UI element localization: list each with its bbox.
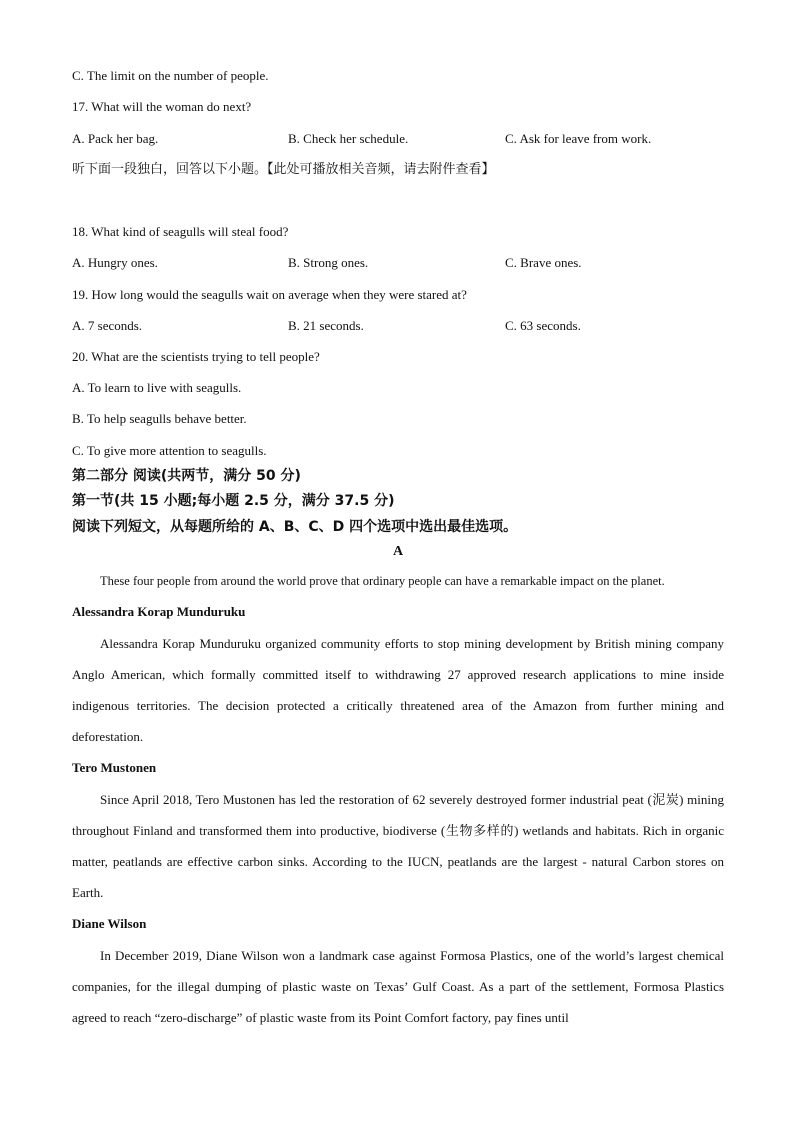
option-c-q17: C. Ask for leave from work. [505, 131, 652, 146]
passage-intro: These four people from around the world prove that ordinary people can have a remarkable impact on the planet. [100, 574, 665, 588]
paragraph-wilson: In December 2019, Diane Wilson won a landmark case against Formosa Plastics, one of the world’s largest chemical companies, for the illegal dumping of plastic waste on Texas’ Gulf Coast. As a part of the settlement, Formosa Plastics agreed to reach “zero-discharge” of plastic waste from its Point Comfort factory, pay fines until [72, 948, 724, 1025]
listening-instruction: 听下面一段独白，回答以下小题。【此处可播放相关音频，请去附件查看】 [72, 162, 495, 177]
option-c-q18: C. Brave ones. [505, 255, 582, 270]
option-c-q20: C. To give more attention to seagulls. [72, 443, 267, 458]
person-name-1: Alessandra Korap Munduruku [72, 604, 246, 619]
option-c-q19: C. 63 seconds. [505, 318, 581, 333]
part-two-heading: 第二部分 阅读(共两节，满分 50 分) [72, 468, 301, 484]
question-18: 18. What kind of seagulls will steal food? [72, 224, 289, 239]
paragraph-munduruku: Alessandra Korap Munduruku organized community efforts to stop mining development by British mining company Anglo American, which formally committed itself to withdrawing 27 approved research applications to mine inside indigenous territories. The decision protected a critically threatened area of the Amazon from further mining and deforestation. [72, 636, 724, 744]
passage-letter: A [392, 544, 404, 559]
option-c-q16: C. The limit on the number of people. [72, 68, 269, 83]
option-b-q18: B. Strong ones. [288, 255, 369, 270]
option-a-q20: A. To learn to live with seagulls. [72, 380, 242, 395]
question-17: 17. What will the woman do next? [72, 99, 252, 114]
option-b-q19: B. 21 seconds. [288, 318, 364, 333]
option-b-q17: B. Check her schedule. [288, 131, 409, 146]
option-b-q20: B. To help seagulls behave better. [72, 411, 247, 426]
question-20: 20. What are the scientists trying to tell people? [72, 349, 320, 364]
person-name-2: Tero Mustonen [72, 760, 157, 775]
person-name-3: Diane Wilson [72, 916, 147, 931]
reading-instruction: 阅读下列短文，从每题所给的 A、B、C、D 四个选项中选出最佳选项。 [72, 519, 518, 535]
option-a-q17: A. Pack her bag. [72, 131, 159, 146]
option-a-q19: A. 7 seconds. [72, 318, 143, 333]
paragraph-mustonen: Since April 2018, Tero Mustonen has led the restoration of 62 severely destroyed former industrial peat (泥炭) mining throughout Finland and transformed them into productive, biodiverse (生物多样的) wetlands and habitats. Rich in organic matter, peatlands are effective carbon sinks. According to the IUCN, peatlands are the largest - natural Carbon stores on Earth. [72, 792, 724, 900]
question-19: 19. How long would the seagulls wait on average when they were stared at? [72, 287, 467, 302]
section-one-heading: 第一节(共 15 小题;每小题 2.5 分，满分 37.5 分) [72, 493, 395, 509]
option-a-q18: A. Hungry ones. [72, 255, 158, 270]
